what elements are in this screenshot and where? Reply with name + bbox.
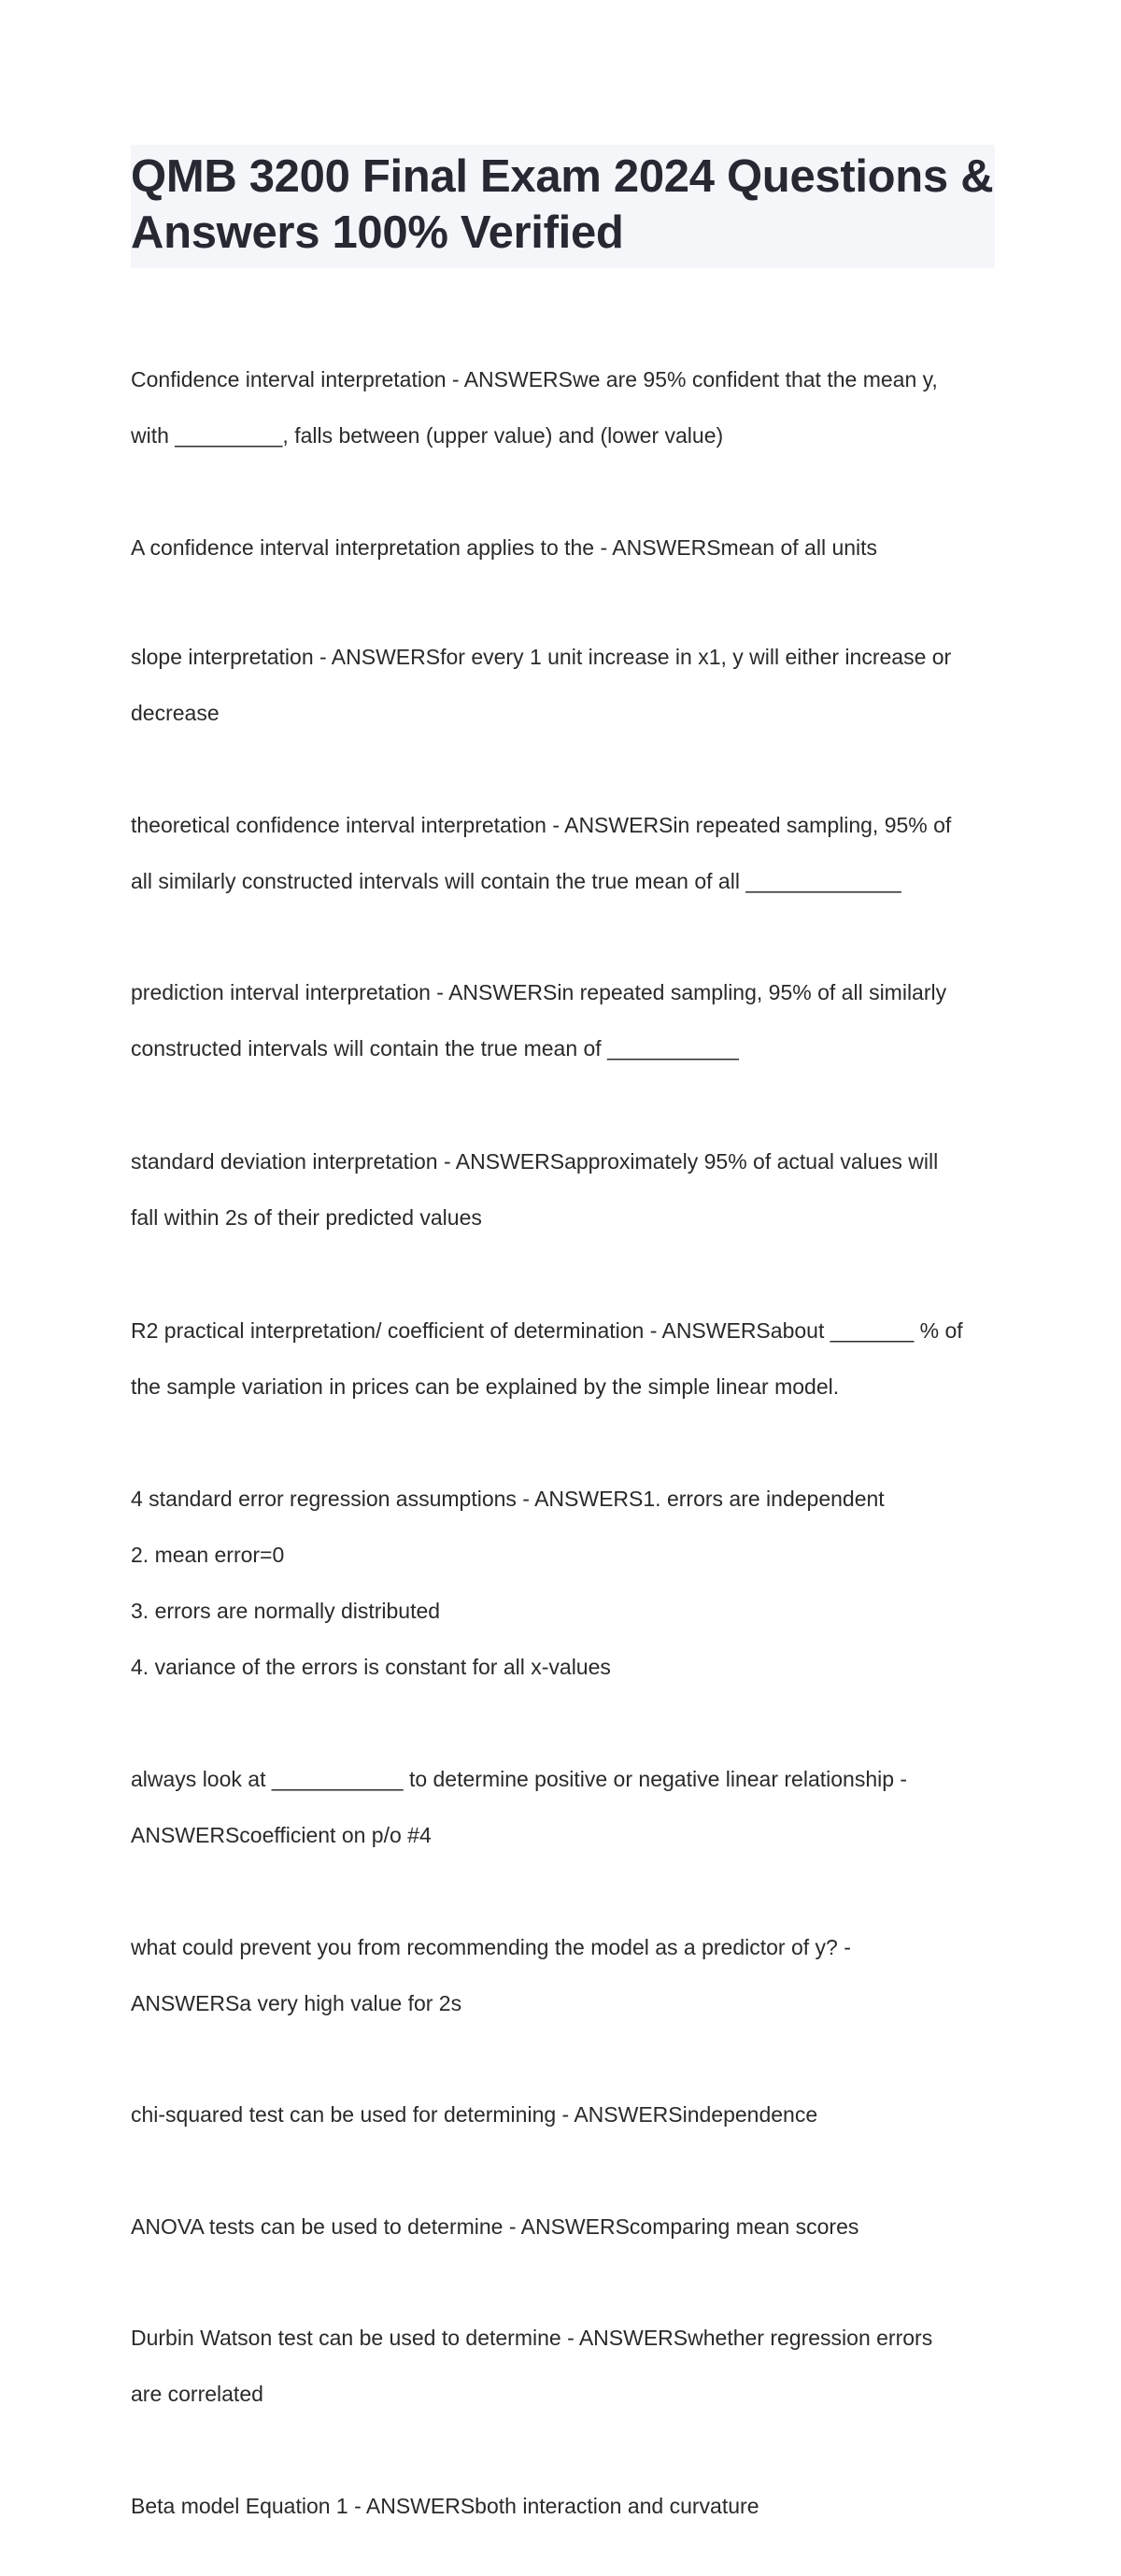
qa-item-14 <box>131 2464 1009 2548</box>
qa-line: Confidence interval interpretation - ANSWERSwe are 95% confident that the mean y, <box>131 367 938 391</box>
qa-line: the sample variation in prices can be explained by the simple linear model. <box>131 1374 840 1399</box>
qa-line: constructed intervals will contain the true mean of ___________ <box>131 1036 739 1060</box>
title-block <box>131 145 995 268</box>
qa-item-11 <box>131 2072 1009 2156</box>
qa-line: ANSWERSa very high value for 2s <box>131 1991 462 2015</box>
qa-line: prediction interval interpretation - ANSWERSin repeated sampling, 95% of all similarly <box>131 980 947 1004</box>
qa-line: chi-squared test can be used for determining - ANSWERSindependence <box>131 2102 818 2127</box>
qa-line: ANSWERScoefficient on p/o #4 <box>131 1823 432 1847</box>
qa-item-3 <box>131 615 1009 755</box>
qa-item-5 <box>131 950 1009 1090</box>
qa-line: 4. variance of the errors is constant for all x-values <box>131 1655 611 1679</box>
qa-line: decrease <box>131 701 220 725</box>
document-title: QMB 3200 Final Exam 2024 Questions & Answers 100% Verified <box>131 151 994 258</box>
qa-item-9 <box>131 1737 1009 1877</box>
qa-line: 3. errors are normally distributed <box>131 1599 441 1623</box>
qa-item-1 <box>131 337 1009 477</box>
qa-line: always look at ___________ to determine positive or negative linear relationship - <box>131 1767 908 1791</box>
qa-line: all similarly constructed intervals will contain the true mean of all _____________ <box>131 869 901 893</box>
qa-item-2 <box>131 505 1009 590</box>
qa-item-4 <box>131 783 1009 923</box>
qa-line: theoretical confidence interval interpretation - ANSWERSin repeated sampling, 95% of <box>131 813 952 837</box>
qa-item-8 <box>131 1457 1009 1709</box>
qa-item-7 <box>131 1288 1009 1429</box>
qa-line: standard deviation interpretation - ANSWERSapproximately 95% of actual values will <box>131 1149 939 1174</box>
qa-line: 2. mean error=0 <box>131 1543 285 1567</box>
qa-line: slope interpretation - ANSWERSfor every 1 unit increase in x1, y will either increase or <box>131 645 952 669</box>
qa-item-10 <box>131 1905 1009 2045</box>
qa-line: A confidence interval interpretation applies to the - ANSWERSmean of all units <box>131 535 878 560</box>
qa-line: what could prevent you from recommending the model as a predictor of y? - <box>131 1935 851 1959</box>
qa-line: are correlated <box>131 2382 263 2406</box>
qa-line: Durbin Watson test can be used to determine - ANSWERSwhether regression errors <box>131 2326 933 2350</box>
qa-line: with _________, falls between (upper value) and (lower value) <box>131 423 724 448</box>
qa-line: ANOVA tests can be used to determine - ANSWERScomparing mean scores <box>131 2214 859 2239</box>
qa-line: fall within 2s of their predicted values <box>131 1205 482 1230</box>
qa-item-13 <box>131 2296 1009 2436</box>
qa-list <box>131 337 1009 2576</box>
qa-item-6 <box>131 1119 1009 1260</box>
qa-item-12 <box>131 2185 1009 2269</box>
qa-line: R2 practical interpretation/ coefficient of determination - ANSWERSabout _______ % of <box>131 1318 963 1343</box>
qa-line: Beta model Equation 1 - ANSWERSboth interaction and curvature <box>131 2494 759 2518</box>
qa-line: 4 standard error regression assumptions - ANSWERS1. errors are independent <box>131 1487 885 1511</box>
